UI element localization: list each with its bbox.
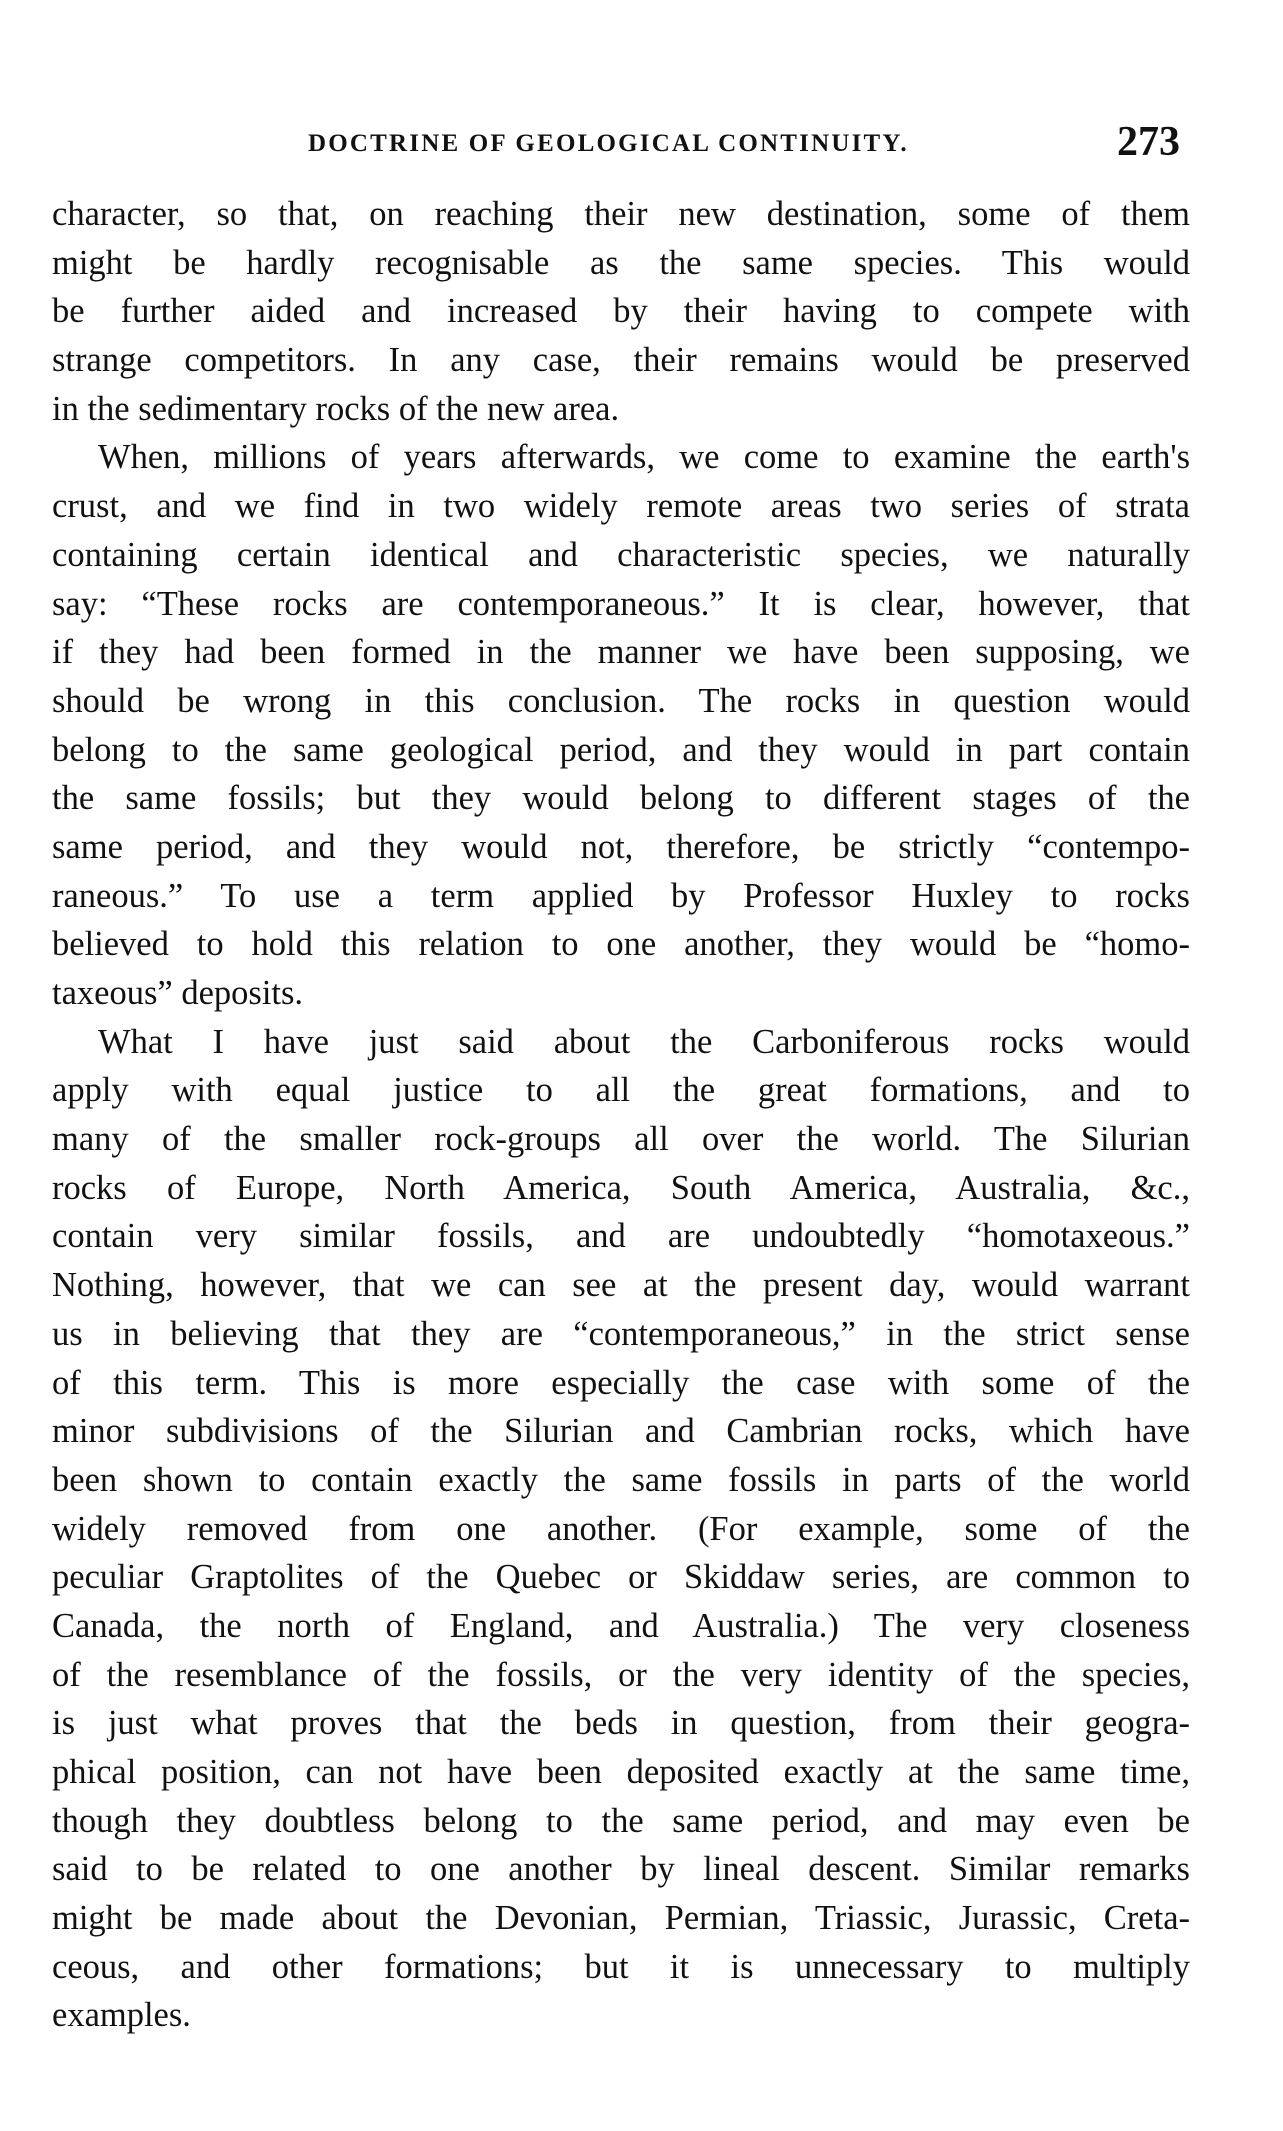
text-line: be further aided and increased by their having to compete with (52, 292, 1190, 331)
text-line: apply with equal justice to all the great formations, and to (52, 1071, 1190, 1110)
text-line: taxeous” deposits. (52, 974, 304, 1012)
body-text (52, 190, 1190, 2040)
text-line: might be made about the Devonian, Permian, Triassic, Jurassic, Creta- (52, 1899, 1190, 1938)
text-line: is just what proves that the beds in question, from their geogra- (52, 1704, 1190, 1743)
text-line: Canada, the north of England, and Australia.) The very closeness (52, 1606, 1190, 1645)
running-head (52, 118, 1190, 178)
paragraph (52, 1018, 1190, 2040)
text-line: the same fossils; but they would belong to different stages of the (52, 779, 1190, 818)
paragraph (52, 433, 1190, 1017)
text-line: Nothing, however, that we can see at the present day, would warrant (52, 1266, 1190, 1305)
text-line: should be wrong in this conclusion. The rocks in question would (52, 681, 1190, 720)
text-line: say: “These rocks are contemporaneous.” It is clear, however, that (52, 584, 1190, 623)
text-line: many of the smaller rock-groups all over the world. The Silurian (52, 1120, 1190, 1159)
text-line: ceous, and other formations; but it is unnecessary to multiply (52, 1947, 1190, 1986)
text-line: minor subdivisions of the Silurian and Cambrian rocks, which have (52, 1412, 1190, 1451)
text-line: in the sedimentary rocks of the new area. (52, 389, 620, 428)
text-line: crust, and we find in two widely remote areas two series of strata (52, 487, 1190, 526)
text-line: if they had been formed in the manner we have been supposing, we (52, 633, 1190, 672)
text-line: said to be related to one another by lineal descent. Similar remarks (52, 1850, 1190, 1889)
text-line: been shown to contain exactly the same fossils in parts of the world (52, 1460, 1190, 1499)
text-line: raneous.” To use a term applied by Professor Huxley to rocks (52, 876, 1190, 915)
running-title: DOCTRINE OF GEOLOGICAL CONTINUITY. (308, 130, 909, 157)
text-line: believed to hold this relation to one another, they would be “homo- (52, 925, 1190, 964)
text-line: containing certain identical and characteristic species, we naturally (52, 535, 1190, 574)
text-line: might be hardly recognisable as the same species. This would (52, 243, 1190, 282)
text-line: rocks of Europe, North America, South America, Australia, &c., (52, 1168, 1190, 1207)
text-line: When, millions of years afterwards, we come to examine the earth's (98, 438, 1190, 477)
text-line: strange competitors. In any case, their remains would be preserved (52, 341, 1190, 380)
text-line: peculiar Graptolites of the Quebec or Skiddaw series, are common to (52, 1558, 1190, 1597)
text-line: character, so that, on reaching their new destination, some of them (52, 195, 1190, 233)
text-line: widely removed from one another. (For example, some of the (52, 1509, 1190, 1548)
page-number: 273 (1117, 119, 1180, 165)
text-line: though they doubtless belong to the same period, and may even be (52, 1801, 1190, 1840)
text-line: contain very similar fossils, and are undoubtedly “homotaxeous.” (52, 1217, 1190, 1256)
text-line: us in believing that they are “contemporaneous,” in the strict sense (52, 1314, 1190, 1353)
text-line: of this term. This is more especially the case with some of the (52, 1363, 1190, 1402)
text-line: of the resemblance of the fossils, or the very identity of the species, (52, 1655, 1190, 1694)
text-line: phical position, can not have been deposited exactly at the same time, (52, 1753, 1190, 1791)
text-line: same period, and they would not, therefore, be strictly “contempo- (52, 827, 1190, 866)
text-line: belong to the same geological period, and they would in part contain (52, 730, 1190, 769)
paragraph (52, 190, 1190, 433)
text-line: examples. (52, 1996, 191, 2035)
text-line: What I have just said about the Carboniferous rocks would (98, 1022, 1190, 1061)
